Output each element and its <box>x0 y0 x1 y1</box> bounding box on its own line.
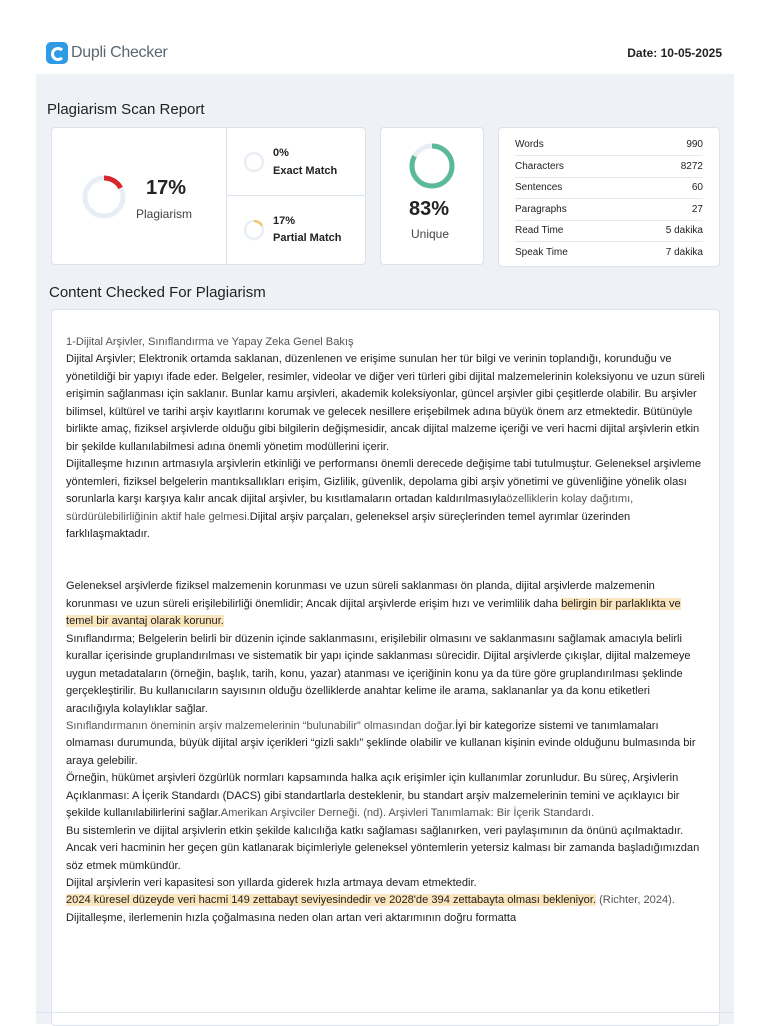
exact-match-gauge <box>243 151 265 173</box>
stat-value: 27 <box>691 203 703 215</box>
paragraph: Örneğin, hükümet arşivleri özgürlük normları kapsamında halka açık erişimler için kullanımlar zorunludur. Bu süreç, Arşivlerin Açıklanması: A İçerik Standardı (DACS) gibi standartlarla desteklenir, bu standart arşiv malzemelerinin temini ve açıklayıcı bir şekilde kullanılabilirlerini sağlar.Amerikan Arşivciler Derneği. (nd). Arşivleri Tanımlamak: Bir İçerik Standardı. <box>66 772 680 820</box>
report-title: Plagiarism Scan Report <box>47 101 205 118</box>
highlight-match: 2024 küresel düzeyde veri hacmi 149 zettabayt seviyesindedir ve 2028'de 394 zettabayta olması bekleniyor. <box>66 894 597 907</box>
paragraph: Bu sistemlerin ve dijital arşivlerin etkin şekilde kalıcılığa katkı sağlaması sağlanırken, veri paylaşımının da önünü açılmaktadır. Ancak veri hacminin her geçen gün katlanarak biçimleriyle geleneksel yöntemlerin yetersiz kalması bir zamanda başladığımızdan söz etmek mümkündür. <box>66 824 700 872</box>
paragraph: 2024 küresel düzeyde veri hacmi 149 zettabayt seviyesindedir ve 2028'de 394 zettabayta olması bekleniyor. (Richter, 2024). <box>66 894 675 907</box>
match-divider <box>227 195 365 196</box>
page-header <box>0 0 768 74</box>
paragraph: Geleneksel arşivlerde fiziksel malzemenin korunması ve uzun süreli saklanması ön planda, dijital arşivlerde malzemenin korunması ve uzun süreli erişilebilirliği önemlidir; Ancak dijital arşivlerde erişim hızı ve verimlilik daha belirgin bir parlaklıkta ve temel bir avantaj olarak korunur. <box>66 580 681 628</box>
paragraph: Sınıflandırma; Belgelerin belirli bir düzenin içinde saklanmasını, erişilebilir olmasını ve saklanmasını sağlamak amacıyla belirli kurallar içerisinde gruplandırılması ve sistematik bir yapı içinde saklanması sürecidir. Dijital arşivlerde çıkışlar, dijital malzemeye uygun metadataların (örneğin, başlık, tarih, konu, yazar) atanması ve içeriğinin konu ya da türe göre gruplandırılması şeklinde gerçekleştirilir. Bu kullanıcıların sayısının olduğu özelliklerde anahtar kelime ile arama, saklananlar ya da konu etiketleri aracılığıyla kolaylıklar sağlar. <box>66 632 691 715</box>
paragraph: Dijitalleşme hızının artmasıyla arşivlerin etkinliği ve performansı önemli derecede değişime tabi tutulmuştur. Geleneksel arşivleme yöntemleri, fiziksel belgelerin mantıksallıkları erişim, Gizlilik, güvenlik, depolama gibi arşiv yönetimi ve güvenliğine yönelik olası sorunlarla karşı karşıya kalır ancak dijital arşivler, bu kısıtlamaların ortadan kaldırılmasıylaözelliklerin kolay dağıtımı, sürdürülebilirliğinin aktif hale gelmesi.Dijital arşiv parçaları, geleneksel arşiv süreçlerinden temel ayrımlar üzerinden farklılaşmaktadır. <box>66 458 702 540</box>
plagiarism-label: Plagiarism <box>136 207 193 221</box>
stat-row <box>515 220 703 242</box>
logo-text: Dupli Checker <box>71 44 168 61</box>
logo-icon <box>46 42 68 64</box>
partial-match-gauge <box>243 219 265 241</box>
plagiarism-gauge <box>81 174 127 220</box>
stat-value: 990 <box>686 139 703 150</box>
stat-row <box>515 134 703 156</box>
stat-label: Speak Time <box>515 246 568 258</box>
stat-row <box>515 199 703 221</box>
stat-value: 5 dakika <box>665 225 703 236</box>
stat-label: Read Time <box>515 225 564 236</box>
stat-label: Sentences <box>515 182 563 193</box>
plagiarism-percent: 17% <box>146 177 187 199</box>
stat-row <box>515 156 703 178</box>
partial-match-label: Partial Match <box>273 232 342 244</box>
unique-gauge <box>408 142 456 190</box>
paragraph: Dijitalleşme, ilerlemenin hızla çoğalmasına neden olan artan veri aktarımının doğru formatta <box>66 911 517 924</box>
highlight-match: belirgin bir parlaklıkta ve temel bir avantaj olarak korunur. <box>66 597 681 628</box>
exact-match-percent: 0% <box>273 147 289 159</box>
card-divider <box>226 128 227 264</box>
paragraph: Dijital Arşivler; Elektronik ortamda saklanan, düzenlenen ve erişime sunulan her tür bilgi ve verinin toplandığı, korunduğu ve yönetildiği bir yapıyı ifade eder. Belgeler, resimler, videolar ve diğer veri türleri gibi dijital malzemelerinin koleksiyonu ve uzun süreli erişimin sağlanması için saklanır. Bunlar kamu arşivleri, akademik koleksiyonlar, güncel arşivler gibi çeşitlerde olabilir. Bu arşivler bilimsel, kültürel ve tarihi arşiv kayıtlarını korumak ve gelecek nesillere erişebilmek adına büyük önem arz etmektedir. Bütünüyle birlikte amaç, fiziksel arşivlerde olduğu gibi bilgilerin değişmesidir, ancak dijital malzeme içeriği ve veri hacmi dijital arşivlerin etkin bir şekilde kullanılabilmesi adına önemli yönetim modüllerini içerir. <box>66 353 705 453</box>
footer-divider <box>36 1012 734 1013</box>
stat-value: 7 dakika <box>665 246 703 258</box>
stat-value: 8272 <box>680 160 703 172</box>
stat-row <box>515 177 703 199</box>
content-title: Content Checked For Plagiarism <box>49 284 266 301</box>
partial-match-percent: 17% <box>273 215 296 227</box>
paragraph: Sınıflandırmanın öneminin arşiv malzemelerinin “bulunabilir” olmasından doğar.İyi bir kategorize sistemi ve tanımlamaları olmaması durumunda, büyük dijital arşiv içerikleri “gizli saklı” şeklinde olabilir ve kullanan kişinin evinde olduğunu bulmasında bir araya gelebilir. <box>66 719 696 767</box>
content-heading: 1-Dijital Arşivler, Sınıflandırma ve Yapay Zeka Genel Bakış <box>66 336 354 348</box>
stat-label: Characters <box>515 160 564 172</box>
stat-label: Paragraphs <box>515 203 567 215</box>
stat-label: Words <box>515 139 544 150</box>
logo <box>46 42 168 64</box>
unique-label: Unique <box>411 227 450 241</box>
blank-gap <box>66 543 706 578</box>
paragraph: Dijital arşivlerin veri kapasitesi son yıllarda giderek hızla artmaya devam etmektedir. <box>66 877 477 890</box>
exact-match-label: Exact Match <box>273 165 338 177</box>
content-body <box>66 334 706 927</box>
unique-card <box>380 127 484 265</box>
stat-value: 60 <box>691 182 703 193</box>
content-card <box>51 309 720 1026</box>
report-date: Date: 10-05-2025 <box>627 46 722 60</box>
unique-percent: 83% <box>409 198 450 220</box>
stat-row <box>515 242 703 263</box>
plagiarism-card <box>51 127 366 265</box>
stats-card <box>498 127 720 267</box>
